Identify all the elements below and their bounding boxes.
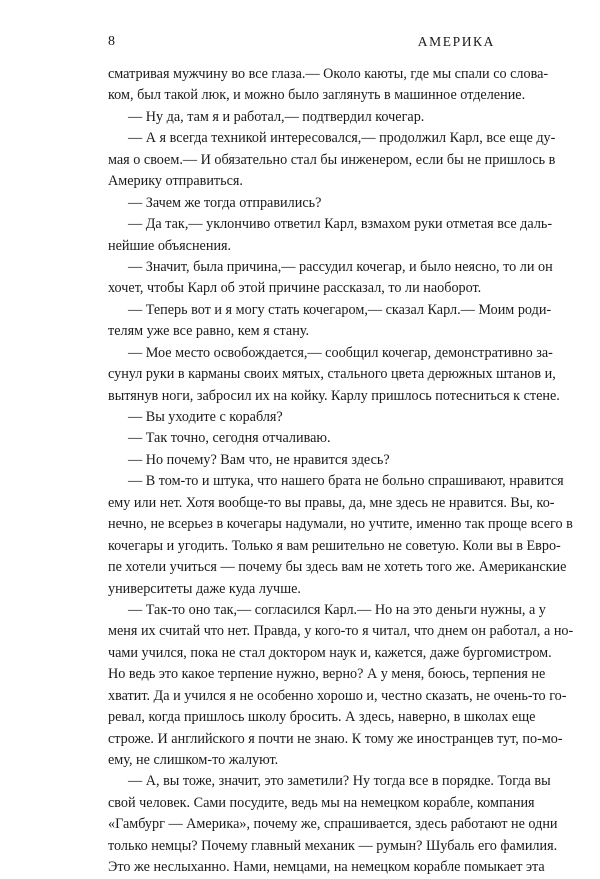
text-line: — Так-то оно так,— согласился Карл.— Но на это деньги нужны, а у	[128, 601, 546, 618]
text-line: мая о своем.— И обязательно стал бы инженером, если бы не пришлось в	[108, 151, 556, 168]
text-line: ему или нет. Хотя вообще-то вы правы, да, мне здесь не нравится. Вы, ко-	[108, 494, 555, 511]
text-line: строже. И английского я почти не знаю. К тому же иностранцев тут, по-мо-	[108, 730, 563, 747]
running-title: АМЕРИКА	[417, 34, 495, 49]
text-line: хочет, чтобы Карл об этой причине рассказал, то ли наоборот.	[108, 280, 482, 297]
text-line: — Теперь вот и я могу стать кочегаром,— сказал Карл.— Моим роди-	[128, 301, 552, 318]
text-line: пе хотели учиться — почему бы здесь вам не хотеть того же. Американские	[108, 559, 567, 576]
text-line: — Да так,— уклончиво ответил Карл, взмахом руки отметая все даль-	[128, 216, 553, 233]
text-line: — А я всегда техникой интересовался,— продолжил Карл, все еще ду-	[128, 130, 556, 147]
text-line: телям уже все равно, кем я стану.	[108, 323, 310, 340]
text-line: ком, был такой люк, и можно было заглянуть в машинное отделение.	[108, 87, 526, 104]
text-line: только немцы? Почему главный механик — румын? Шубаль его фамилия.	[108, 837, 558, 854]
text-line: — Зачем же тогда отправились?	[128, 194, 322, 211]
page-number: 8	[108, 34, 115, 49]
text-line: — А, вы тоже, значит, это заметили? Ну тогда все в порядке. Тогда вы	[128, 773, 551, 790]
text-line: — Ну да, там я и работал,— подтвердил кочегар.	[128, 108, 425, 125]
text-line: ревал, когда пришлось школу бросить. А здесь, наверно, в школах еще	[108, 709, 536, 726]
text-line: — Но почему? Вам что, не нравится здесь?	[128, 451, 390, 468]
text-line: — В том-то и штука, что нашего брата не больно спрашивают, нравится	[128, 473, 564, 490]
text-line: нечно, не всерьез в кочегары надумали, но учтите, именно так проще всего в	[108, 516, 573, 533]
text-line: сматривая мужчину во все глаза.— Около каюты, где мы спали со слова-	[108, 66, 549, 82]
text-line: Это же неслыханно. Нами, немцами, на немецком корабле помыкает эта	[108, 859, 545, 876]
running-head	[108, 34, 495, 52]
text-line: вытянув ноги, забросил их на койку. Карлу пришлось потесниться к стене.	[108, 387, 560, 404]
text-line: сунул руки в карманы своих мятых, стального цвета дерюжных штанов и,	[108, 366, 556, 383]
text-line: университеты даже куда лучше.	[108, 580, 301, 597]
text-line: хватит. Да и учился я не особенно хорошо и, честно сказать, не очень-то го-	[108, 687, 567, 704]
body-text	[108, 64, 574, 879]
text-line: — Мое место освобождается,— сообщил кочегар, демонстративно за-	[128, 344, 553, 361]
text-line: ему, не слишком-то жалуют.	[108, 752, 279, 768]
text-line: нейшие объяснения.	[108, 237, 232, 254]
text-line: — Значит, была причина,— рассудил кочегар, и было неясно, то ли он	[128, 258, 553, 275]
text-line: — Так точно, сегодня отчаливаю.	[128, 430, 331, 447]
text-line: Америку отправиться.	[108, 173, 243, 190]
text-line: «Гамбург — Америка», почему же, спрашивается, здесь работают не одни	[108, 816, 558, 833]
text-line: свой человек. Сами посудите, ведь мы на немецком корабле, компания	[108, 794, 535, 811]
text-line: — Вы уходите с корабля?	[128, 409, 283, 425]
text-line: чами учился, пока не стал доктором наук и, кажется, даже бургомистром.	[108, 644, 552, 661]
text-line: Но ведь это какое терпение нужно, верно? А у меня, боюсь, терпения не	[108, 666, 546, 683]
text-line: кочегары и угодить. Только я вам решительно не советую. Коли вы в Евро-	[108, 537, 561, 554]
text-line: меня их считай что нет. Правда, у кого-то я читал, что днем он работал, а но-	[108, 623, 574, 640]
